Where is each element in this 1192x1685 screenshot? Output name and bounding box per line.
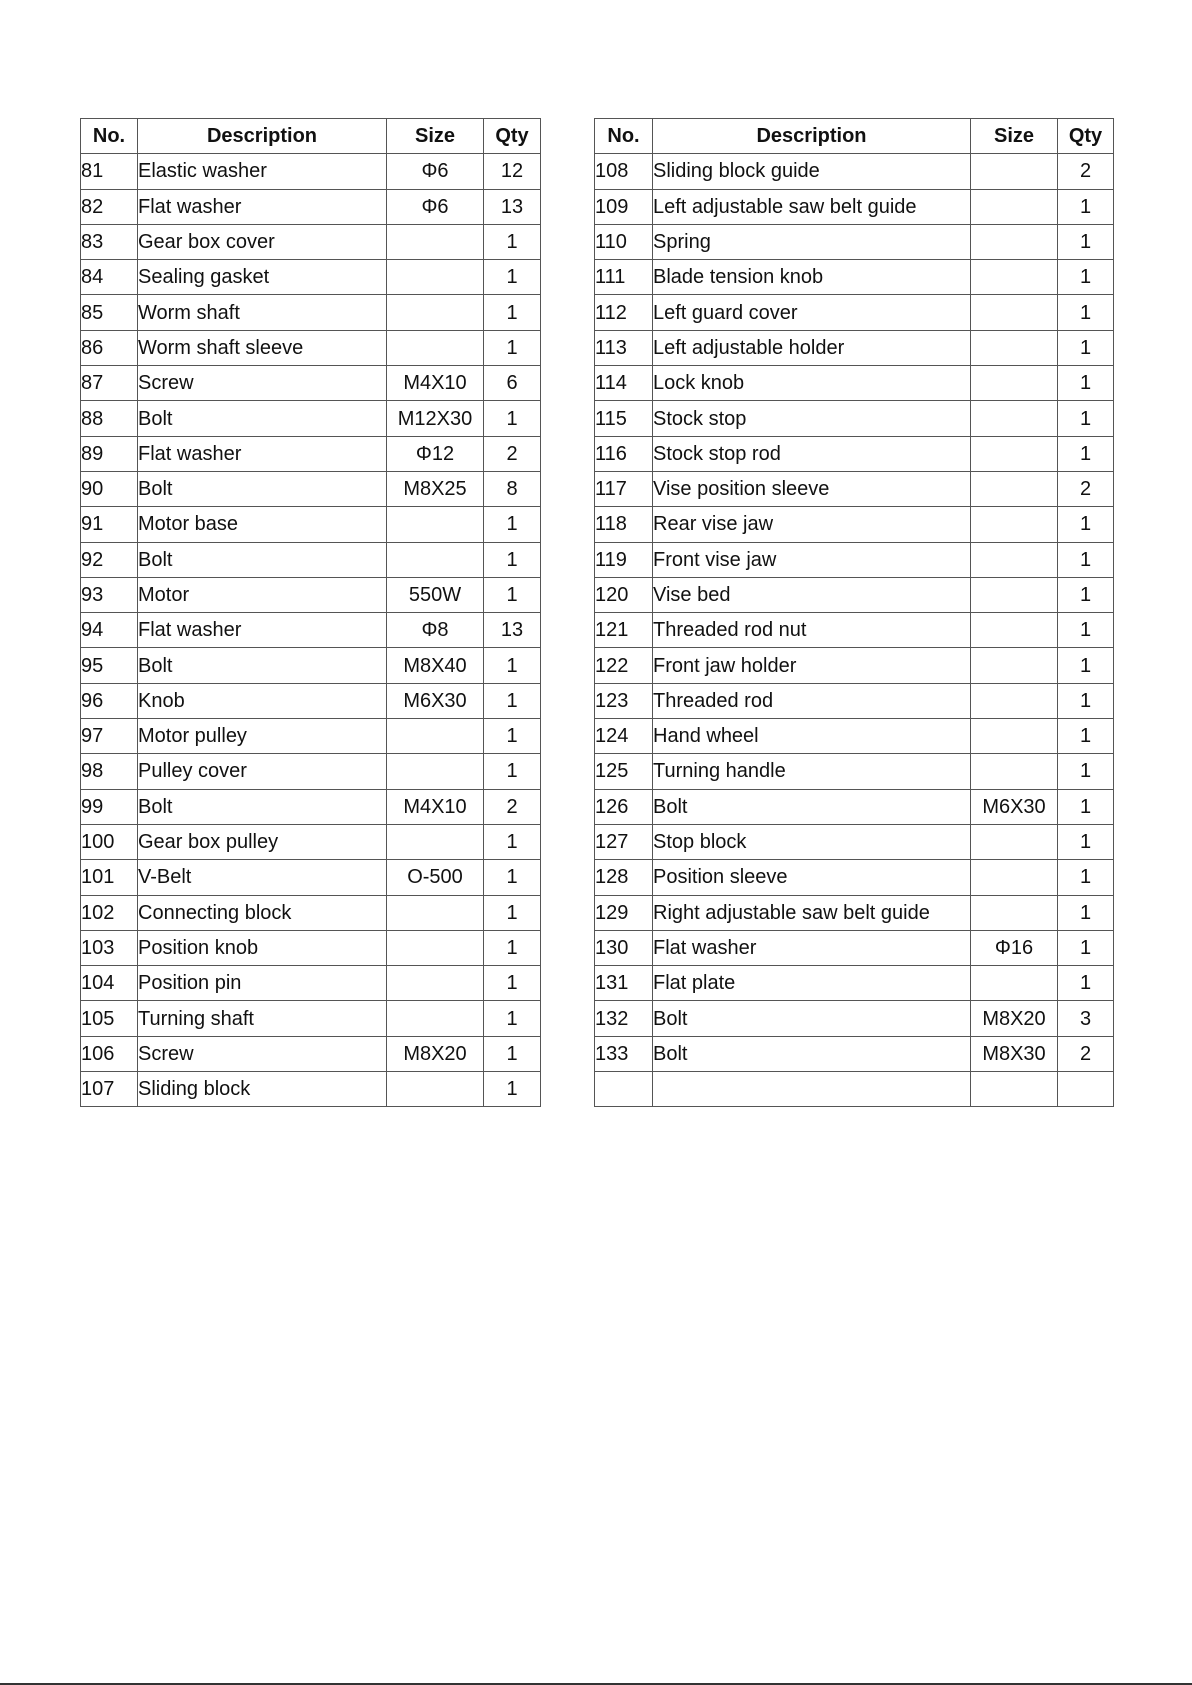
cell-qty: 1 — [484, 224, 541, 259]
cell-size: M4X10 — [387, 366, 484, 401]
cell-description: Hand wheel — [653, 719, 971, 754]
cell-description: Flat washer — [653, 930, 971, 965]
cell-size: M6X30 — [971, 789, 1058, 824]
cell-description: Bolt — [653, 1036, 971, 1071]
cell-size — [971, 895, 1058, 930]
cell-no: 109 — [595, 189, 653, 224]
cell-description: Rear vise jaw — [653, 507, 971, 542]
cell-qty: 13 — [484, 613, 541, 648]
cell-description: V-Belt — [138, 860, 387, 895]
cell-qty: 1 — [1058, 613, 1114, 648]
cell-size — [971, 860, 1058, 895]
cell-description: Pulley cover — [138, 754, 387, 789]
cell-description: Sealing gasket — [138, 260, 387, 295]
cell-size — [971, 1072, 1058, 1107]
cell-qty: 1 — [484, 860, 541, 895]
table-row — [81, 154, 541, 189]
header-no: No. — [81, 119, 138, 154]
table-row — [81, 436, 541, 471]
cell-qty: 3 — [1058, 1001, 1114, 1036]
cell-qty: 1 — [1058, 189, 1114, 224]
cell-no: 128 — [595, 860, 653, 895]
header-size: Size — [387, 119, 484, 154]
table-row — [595, 401, 1114, 436]
cell-no: 102 — [81, 895, 138, 930]
cell-size — [971, 436, 1058, 471]
cell-size — [971, 613, 1058, 648]
cell-description: Knob — [138, 683, 387, 718]
cell-qty: 1 — [484, 1072, 541, 1107]
cell-size — [971, 824, 1058, 859]
cell-no: 106 — [81, 1036, 138, 1071]
cell-no: 93 — [81, 577, 138, 612]
cell-description: Lock knob — [653, 366, 971, 401]
cell-description: Sliding block guide — [653, 154, 971, 189]
header-qty: Qty — [1058, 119, 1114, 154]
header-description: Description — [138, 119, 387, 154]
cell-description: Right adjustable saw belt guide — [653, 895, 971, 930]
cell-size — [387, 754, 484, 789]
cell-size: M8X20 — [971, 1001, 1058, 1036]
cell-qty: 1 — [1058, 436, 1114, 471]
table-row — [81, 895, 541, 930]
cell-no: 84 — [81, 260, 138, 295]
cell-qty: 1 — [1058, 295, 1114, 330]
cell-qty: 1 — [484, 754, 541, 789]
cell-description: Worm shaft — [138, 295, 387, 330]
cell-description: Position pin — [138, 966, 387, 1001]
cell-size — [387, 1001, 484, 1036]
cell-qty: 1 — [1058, 930, 1114, 965]
cell-qty: 1 — [1058, 542, 1114, 577]
parts-table-left — [80, 118, 541, 1107]
table-row — [595, 224, 1114, 259]
table-row — [81, 401, 541, 436]
table-row — [81, 613, 541, 648]
cell-description: Motor pulley — [138, 719, 387, 754]
cell-size — [971, 366, 1058, 401]
cell-no: 88 — [81, 401, 138, 436]
cell-qty: 1 — [484, 895, 541, 930]
cell-qty: 1 — [484, 966, 541, 1001]
table-row — [81, 224, 541, 259]
table-row — [595, 542, 1114, 577]
cell-no: 132 — [595, 1001, 653, 1036]
cell-no: 95 — [81, 648, 138, 683]
cell-size: Φ6 — [387, 189, 484, 224]
cell-qty: 1 — [484, 260, 541, 295]
cell-description: Screw — [138, 366, 387, 401]
cell-description: Gear box cover — [138, 224, 387, 259]
table-row — [81, 471, 541, 506]
cell-no: 122 — [595, 648, 653, 683]
cell-qty: 2 — [484, 789, 541, 824]
cell-no: 121 — [595, 613, 653, 648]
table-row — [81, 260, 541, 295]
cell-description: Bolt — [653, 789, 971, 824]
table-row — [595, 754, 1114, 789]
table-row — [81, 507, 541, 542]
header-qty: Qty — [484, 119, 541, 154]
cell-no: 97 — [81, 719, 138, 754]
cell-size — [971, 330, 1058, 365]
cell-size — [971, 577, 1058, 612]
cell-description: Bolt — [138, 401, 387, 436]
cell-size — [971, 542, 1058, 577]
cell-size — [971, 683, 1058, 718]
cell-description: Left adjustable saw belt guide — [653, 189, 971, 224]
cell-no: 125 — [595, 754, 653, 789]
cell-size — [971, 719, 1058, 754]
cell-description: Left guard cover — [653, 295, 971, 330]
cell-size — [971, 295, 1058, 330]
cell-description: Turning handle — [653, 754, 971, 789]
cell-size: Φ8 — [387, 613, 484, 648]
cell-qty: 1 — [484, 1001, 541, 1036]
cell-description: Stock stop — [653, 401, 971, 436]
cell-no: 111 — [595, 260, 653, 295]
cell-size — [971, 189, 1058, 224]
cell-no: 104 — [81, 966, 138, 1001]
cell-qty: 2 — [1058, 1036, 1114, 1071]
cell-no: 123 — [595, 683, 653, 718]
cell-no: 116 — [595, 436, 653, 471]
cell-qty: 1 — [484, 295, 541, 330]
table-row — [81, 542, 541, 577]
cell-description: Position sleeve — [653, 860, 971, 895]
cell-no: 81 — [81, 154, 138, 189]
cell-no: 92 — [81, 542, 138, 577]
cell-size: Φ6 — [387, 154, 484, 189]
cell-size — [387, 507, 484, 542]
cell-size — [971, 224, 1058, 259]
table-row — [81, 966, 541, 1001]
cell-size — [971, 648, 1058, 683]
table-row — [595, 436, 1114, 471]
table-row — [595, 1072, 1114, 1107]
cell-size: Φ12 — [387, 436, 484, 471]
cell-description — [653, 1072, 971, 1107]
cell-size: M8X30 — [971, 1036, 1058, 1071]
cell-no: 90 — [81, 471, 138, 506]
cell-size — [387, 719, 484, 754]
cell-description: Gear box pulley — [138, 824, 387, 859]
cell-size: 550W — [387, 577, 484, 612]
table-row — [81, 683, 541, 718]
table-row — [81, 719, 541, 754]
cell-description: Bolt — [653, 1001, 971, 1036]
cell-no: 131 — [595, 966, 653, 1001]
cell-no: 99 — [81, 789, 138, 824]
cell-no: 113 — [595, 330, 653, 365]
cell-no: 96 — [81, 683, 138, 718]
cell-size — [387, 260, 484, 295]
cell-qty: 1 — [1058, 966, 1114, 1001]
cell-qty — [1058, 1072, 1114, 1107]
parts-table-right — [594, 118, 1114, 1107]
cell-no: 120 — [595, 577, 653, 612]
cell-qty: 1 — [1058, 824, 1114, 859]
table-row — [81, 754, 541, 789]
cell-description: Elastic washer — [138, 154, 387, 189]
cell-qty: 1 — [1058, 401, 1114, 436]
cell-description: Worm shaft sleeve — [138, 330, 387, 365]
cell-no — [595, 1072, 653, 1107]
cell-description: Motor base — [138, 507, 387, 542]
cell-size — [971, 966, 1058, 1001]
cell-no: 108 — [595, 154, 653, 189]
table-header-row — [595, 119, 1114, 154]
cell-size: M8X25 — [387, 471, 484, 506]
cell-qty: 6 — [484, 366, 541, 401]
cell-size — [971, 154, 1058, 189]
table-row — [81, 1001, 541, 1036]
cell-qty: 12 — [484, 154, 541, 189]
cell-no: 133 — [595, 1036, 653, 1071]
cell-qty: 1 — [484, 648, 541, 683]
cell-size — [387, 930, 484, 965]
cell-qty: 1 — [484, 1036, 541, 1071]
cell-no: 117 — [595, 471, 653, 506]
cell-no: 107 — [81, 1072, 138, 1107]
table-row — [81, 577, 541, 612]
cell-qty: 1 — [1058, 577, 1114, 612]
cell-qty: 1 — [1058, 683, 1114, 718]
cell-qty: 1 — [484, 577, 541, 612]
cell-no: 112 — [595, 295, 653, 330]
cell-description: Flat washer — [138, 189, 387, 224]
cell-no: 103 — [81, 930, 138, 965]
table-row — [595, 789, 1114, 824]
cell-description: Threaded rod nut — [653, 613, 971, 648]
table-row — [81, 330, 541, 365]
cell-size — [387, 1072, 484, 1107]
cell-qty: 1 — [1058, 860, 1114, 895]
header-no: No. — [595, 119, 653, 154]
cell-description: Blade tension knob — [653, 260, 971, 295]
table-row — [595, 895, 1114, 930]
table-row — [595, 824, 1114, 859]
cell-qty: 1 — [484, 542, 541, 577]
cell-qty: 1 — [1058, 789, 1114, 824]
cell-qty: 2 — [484, 436, 541, 471]
cell-no: 119 — [595, 542, 653, 577]
cell-description: Vise position sleeve — [653, 471, 971, 506]
cell-no: 89 — [81, 436, 138, 471]
cell-description: Spring — [653, 224, 971, 259]
table-row — [595, 154, 1114, 189]
table-row — [595, 860, 1114, 895]
cell-no: 85 — [81, 295, 138, 330]
cell-no: 110 — [595, 224, 653, 259]
header-size: Size — [971, 119, 1058, 154]
cell-qty: 1 — [1058, 895, 1114, 930]
cell-description: Left adjustable holder — [653, 330, 971, 365]
table-row — [595, 507, 1114, 542]
table-row — [595, 260, 1114, 295]
cell-description: Bolt — [138, 648, 387, 683]
table-row — [81, 930, 541, 965]
cell-description: Motor — [138, 577, 387, 612]
cell-qty: 1 — [484, 719, 541, 754]
cell-size — [387, 824, 484, 859]
table-row — [595, 966, 1114, 1001]
cell-size: M6X30 — [387, 683, 484, 718]
cell-no: 124 — [595, 719, 653, 754]
cell-description: Flat washer — [138, 436, 387, 471]
cell-size — [971, 260, 1058, 295]
cell-no: 114 — [595, 366, 653, 401]
cell-description: Stock stop rod — [653, 436, 971, 471]
table-row — [595, 683, 1114, 718]
cell-size — [387, 966, 484, 1001]
table-row — [595, 1001, 1114, 1036]
cell-no: 101 — [81, 860, 138, 895]
table-row — [595, 648, 1114, 683]
table-row — [595, 366, 1114, 401]
cell-no: 91 — [81, 507, 138, 542]
cell-size: M12X30 — [387, 401, 484, 436]
cell-no: 105 — [81, 1001, 138, 1036]
cell-description: Bolt — [138, 471, 387, 506]
table-row — [81, 1072, 541, 1107]
table-row — [81, 295, 541, 330]
cell-description: Front vise jaw — [653, 542, 971, 577]
cell-description: Front jaw holder — [653, 648, 971, 683]
cell-size: M4X10 — [387, 789, 484, 824]
cell-size — [971, 507, 1058, 542]
cell-size: M8X40 — [387, 648, 484, 683]
table-row — [81, 189, 541, 224]
table-row — [81, 789, 541, 824]
cell-qty: 13 — [484, 189, 541, 224]
cell-size: Φ16 — [971, 930, 1058, 965]
cell-no: 115 — [595, 401, 653, 436]
cell-qty: 1 — [484, 683, 541, 718]
table-row — [595, 295, 1114, 330]
table-row — [595, 577, 1114, 612]
table-row — [595, 330, 1114, 365]
cell-qty: 1 — [1058, 224, 1114, 259]
cell-description: Screw — [138, 1036, 387, 1071]
cell-no: 86 — [81, 330, 138, 365]
cell-qty: 1 — [484, 401, 541, 436]
cell-qty: 1 — [1058, 507, 1114, 542]
cell-no: 129 — [595, 895, 653, 930]
cell-description: Turning shaft — [138, 1001, 387, 1036]
cell-qty: 1 — [1058, 330, 1114, 365]
cell-description: Bolt — [138, 789, 387, 824]
cell-size — [971, 754, 1058, 789]
cell-size: O-500 — [387, 860, 484, 895]
cell-no: 98 — [81, 754, 138, 789]
cell-size — [387, 224, 484, 259]
cell-qty: 1 — [1058, 719, 1114, 754]
table-row — [81, 648, 541, 683]
cell-size — [387, 542, 484, 577]
table-row — [595, 471, 1114, 506]
cell-qty: 1 — [1058, 366, 1114, 401]
table-row — [595, 719, 1114, 754]
cell-no: 126 — [595, 789, 653, 824]
cell-no: 118 — [595, 507, 653, 542]
table-row — [595, 613, 1114, 648]
cell-qty: 2 — [1058, 471, 1114, 506]
header-description: Description — [653, 119, 971, 154]
cell-description: Vise bed — [653, 577, 971, 612]
cell-size — [971, 401, 1058, 436]
table-row — [81, 366, 541, 401]
cell-qty: 1 — [484, 330, 541, 365]
table-row — [595, 1036, 1114, 1071]
cell-no: 83 — [81, 224, 138, 259]
cell-description: Sliding block — [138, 1072, 387, 1107]
table-row — [81, 860, 541, 895]
table-row — [81, 1036, 541, 1071]
cell-description: Flat washer — [138, 613, 387, 648]
table-row — [595, 189, 1114, 224]
table-header-row — [81, 119, 541, 154]
cell-qty: 1 — [484, 507, 541, 542]
cell-no: 94 — [81, 613, 138, 648]
cell-qty: 1 — [1058, 648, 1114, 683]
cell-qty: 1 — [484, 824, 541, 859]
cell-description: Stop block — [653, 824, 971, 859]
cell-qty: 8 — [484, 471, 541, 506]
cell-size: M8X20 — [387, 1036, 484, 1071]
cell-no: 130 — [595, 930, 653, 965]
table-row — [81, 824, 541, 859]
cell-no: 100 — [81, 824, 138, 859]
cell-description: Connecting block — [138, 895, 387, 930]
cell-size — [387, 895, 484, 930]
cell-no: 82 — [81, 189, 138, 224]
cell-no: 87 — [81, 366, 138, 401]
cell-size — [387, 330, 484, 365]
cell-qty: 1 — [484, 930, 541, 965]
cell-size — [971, 471, 1058, 506]
cell-qty: 1 — [1058, 260, 1114, 295]
cell-qty: 1 — [1058, 754, 1114, 789]
cell-description: Threaded rod — [653, 683, 971, 718]
cell-no: 127 — [595, 824, 653, 859]
cell-qty: 2 — [1058, 154, 1114, 189]
table-row — [595, 930, 1114, 965]
cell-size — [387, 295, 484, 330]
cell-description: Flat plate — [653, 966, 971, 1001]
cell-description: Position knob — [138, 930, 387, 965]
cell-description: Bolt — [138, 542, 387, 577]
